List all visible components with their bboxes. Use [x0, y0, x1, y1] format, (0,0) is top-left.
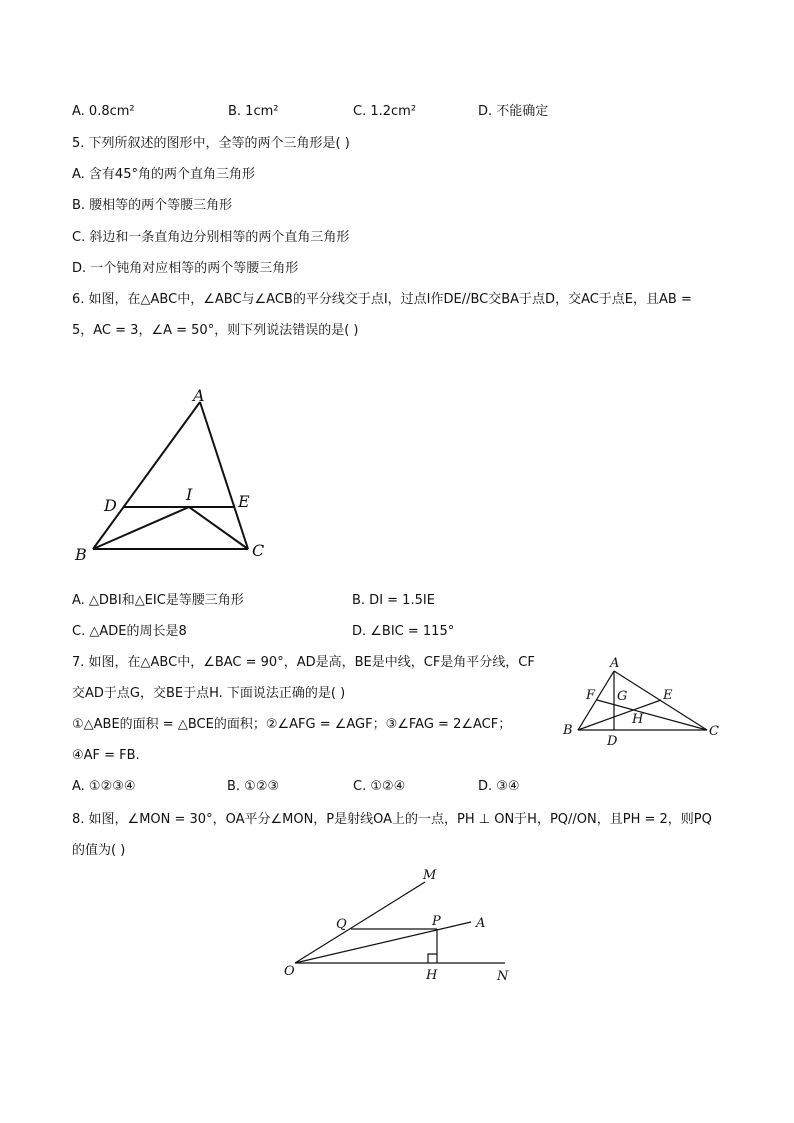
q7-option-a: A. ①②③④ — [72, 779, 136, 794]
q6-label-c: C — [252, 541, 265, 560]
q6-label-b: B — [75, 545, 87, 564]
q7-label-a: A — [610, 656, 620, 671]
q6-stem-line1: 6. 如图，在△ABC中，∠ABC与∠ACB的平分线交于点I，过点I作DE//BC交BA于点D，交AC于点E，且AB = — [72, 292, 692, 307]
q5-option-d: D. 一个钝角对应相等的两个等腰三角形 — [72, 261, 299, 276]
q7-stem-line1: 7. 如图，在△ABC中，∠BAC = 90°，AD是高，BE是中线，CF是角平分线，CF — [72, 655, 535, 670]
q6-label-d: D — [104, 496, 117, 515]
q7-option-b: B. ①②③ — [227, 779, 280, 794]
q6-option-c: C. △ADE的周长是8 — [72, 624, 187, 639]
q7-option-d: D. ③④ — [478, 779, 520, 794]
q6-label-i: I — [186, 485, 193, 504]
q8-label-h: H — [426, 968, 438, 983]
q6-option-d: D. ∠BIC = 115° — [352, 624, 455, 639]
q6-label-a: A — [193, 386, 205, 405]
q5-option-a: A. 含有45°角的两个直角三角形 — [72, 167, 255, 182]
q7-statements-line1: ①△ABE的面积 = △BCE的面积；②∠AFG = ∠AGF；③∠FAG = 2∠ACF； — [72, 717, 512, 732]
q7-label-e: E — [663, 688, 673, 703]
q4-option-d: D. 不能确定 — [478, 104, 549, 119]
q8-label-p: P — [432, 914, 441, 929]
q8-stem-line1: 8. 如图，∠MON = 30°，OA平分∠MON，P是射线OA上的一点，PH ⊥ ON于H，PQ//ON，且PH = 2，则PQ — [72, 812, 712, 827]
q6-label-e: E — [238, 492, 250, 511]
q8-label-m: M — [423, 868, 437, 883]
q7-statements-line2: ④AF = FB. — [72, 748, 140, 763]
q7-label-c: C — [709, 724, 719, 739]
q7-option-c: C. ①②④ — [353, 779, 406, 794]
q7-label-b: B — [563, 723, 573, 738]
q7-label-f: F — [586, 688, 596, 703]
q8-label-q: Q — [336, 917, 347, 932]
q4-option-b: B. 1cm² — [228, 104, 279, 119]
q8-label-o: O — [284, 964, 295, 979]
q8-label-a: A — [476, 916, 486, 931]
q8-label-n: N — [497, 969, 509, 984]
q7-label-g: G — [617, 689, 628, 704]
q5-option-b: B. 腰相等的两个等腰三角形 — [72, 198, 233, 213]
q5-stem: 5. 下列所叙述的图形中，全等的两个三角形是( ) — [72, 136, 350, 151]
q6-stem-line2: 5，AC = 3，∠A = 50°，则下列说法错误的是( ) — [72, 323, 359, 338]
q4-option-c: C. 1.2cm² — [353, 104, 417, 119]
q7-label-d: D — [607, 734, 618, 749]
q6-option-b: B. DI = 1.5IE — [352, 593, 435, 608]
q6-option-a: A. △DBI和△EIC是等腰三角形 — [72, 593, 244, 608]
q5-option-c: C. 斜边和一条直角边分别相等的两个直角三角形 — [72, 230, 350, 245]
q7-label-h: H — [632, 712, 644, 727]
q4-option-a: A. 0.8cm² — [72, 104, 135, 119]
q8-stem-line2: 的值为( ) — [72, 843, 126, 858]
q7-stem-line2: 交AD于点G，交BE于点H. 下面说法正确的是( ) — [72, 686, 346, 701]
